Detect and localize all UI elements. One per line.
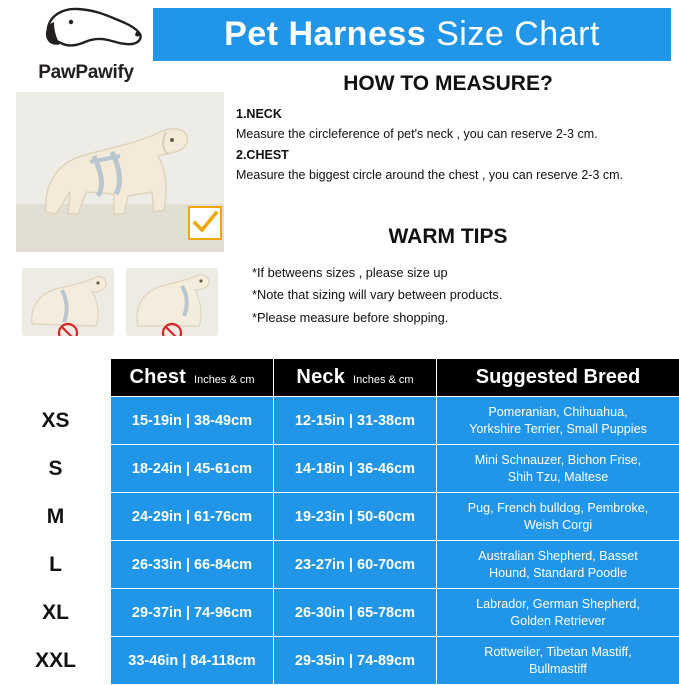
cell-breed: Australian Shepherd, Basset Hound, Standard Poodle — [437, 541, 679, 589]
table-body — [1, 397, 679, 685]
cell-neck: 29-35in | 74-89cm — [274, 637, 437, 685]
brand-name: PawPawify — [18, 62, 154, 84]
measure-body — [236, 104, 672, 185]
header-chest — [111, 359, 274, 397]
cell-neck: 26-30in | 65-78cm — [274, 589, 437, 637]
cell-chest: 29-37in | 74-96cm — [111, 589, 274, 637]
cell-size: XXL — [1, 637, 111, 685]
tips-body — [252, 262, 672, 329]
cell-breed: Pug, French bulldog, Pembroke, Weish Corgi — [437, 493, 679, 541]
size-table-wrapper — [0, 358, 679, 679]
header-neck-unit: Inches & cm — [353, 374, 414, 386]
table-header-row — [1, 359, 679, 397]
correct-check-icon — [188, 206, 222, 240]
table-row — [1, 445, 679, 493]
incorrect-measure-photo-2 — [126, 268, 218, 336]
measure-step-1-label: 1.NECK — [236, 104, 672, 124]
header-breed — [437, 359, 679, 397]
dog-head-icon — [40, 6, 144, 54]
header-neck-label: Neck — [296, 366, 345, 389]
cell-neck: 12-15in | 31-38cm — [274, 397, 437, 445]
measure-step-1-text: Measure the circleference of pet's neck , you can reserve 2-3 cm. — [236, 124, 672, 144]
cell-breed: Labrador, German Shepherd, Golden Retriever — [437, 589, 679, 637]
cell-neck: 23-27in | 60-70cm — [274, 541, 437, 589]
measure-step-2-label: 2.CHEST — [236, 145, 672, 165]
page-title — [224, 15, 600, 54]
cell-neck: 14-18in | 36-46cm — [274, 445, 437, 493]
cell-breed: Rottweiler, Tibetan Mastiff, Bullmastiff — [437, 637, 679, 685]
cell-chest: 26-33in | 66-84cm — [111, 541, 274, 589]
table-row — [1, 493, 679, 541]
measure-step-2-text: Measure the biggest circle around the chest , you can reserve 2-3 cm. — [236, 165, 672, 185]
cell-size: M — [1, 493, 111, 541]
page-title-light: Size Chart — [436, 15, 600, 53]
prohibited-icon — [57, 322, 79, 336]
incorrect-measure-photo-1 — [22, 268, 114, 336]
table-row — [1, 637, 679, 685]
tip-item: *Please measure before shopping. — [252, 307, 672, 329]
table-row — [1, 541, 679, 589]
table-row — [1, 397, 679, 445]
tip-item: *If betweens sizes , please size up — [252, 262, 672, 284]
header-neck — [274, 359, 437, 397]
tip-item: *Note that sizing will vary between products. — [252, 284, 672, 306]
size-table — [0, 358, 679, 685]
cell-size: XL — [1, 589, 111, 637]
cell-chest: 33-46in | 84-118cm — [111, 637, 274, 685]
brand-logo — [18, 6, 154, 86]
cell-chest: 24-29in | 61-76cm — [111, 493, 274, 541]
tips-title: WARM TIPS — [228, 225, 668, 249]
page-title-bold: Pet Harness — [224, 15, 436, 53]
header-breed-label: Suggested Breed — [476, 366, 640, 388]
cell-breed: Mini Schnauzer, Bichon Frise, Shih Tzu, Maltese — [437, 445, 679, 493]
table-row — [1, 589, 679, 637]
header-chest-unit: Inches & cm — [194, 374, 255, 386]
measure-title: HOW TO MEASURE? — [228, 72, 668, 96]
header-chest-label: Chest — [129, 366, 186, 389]
cell-breed: Pomeranian, Chihuahua, Yorkshire Terrier, Small Puppies — [437, 397, 679, 445]
prohibited-icon — [161, 322, 183, 336]
cell-chest: 18-24in | 45-61cm — [111, 445, 274, 493]
header-size-blank — [1, 359, 111, 397]
cell-chest: 15-19in | 38-49cm — [111, 397, 274, 445]
cell-neck: 19-23in | 50-60cm — [274, 493, 437, 541]
cell-size: XS — [1, 397, 111, 445]
header-bar — [153, 8, 671, 61]
cell-size: L — [1, 541, 111, 589]
cell-size: S — [1, 445, 111, 493]
